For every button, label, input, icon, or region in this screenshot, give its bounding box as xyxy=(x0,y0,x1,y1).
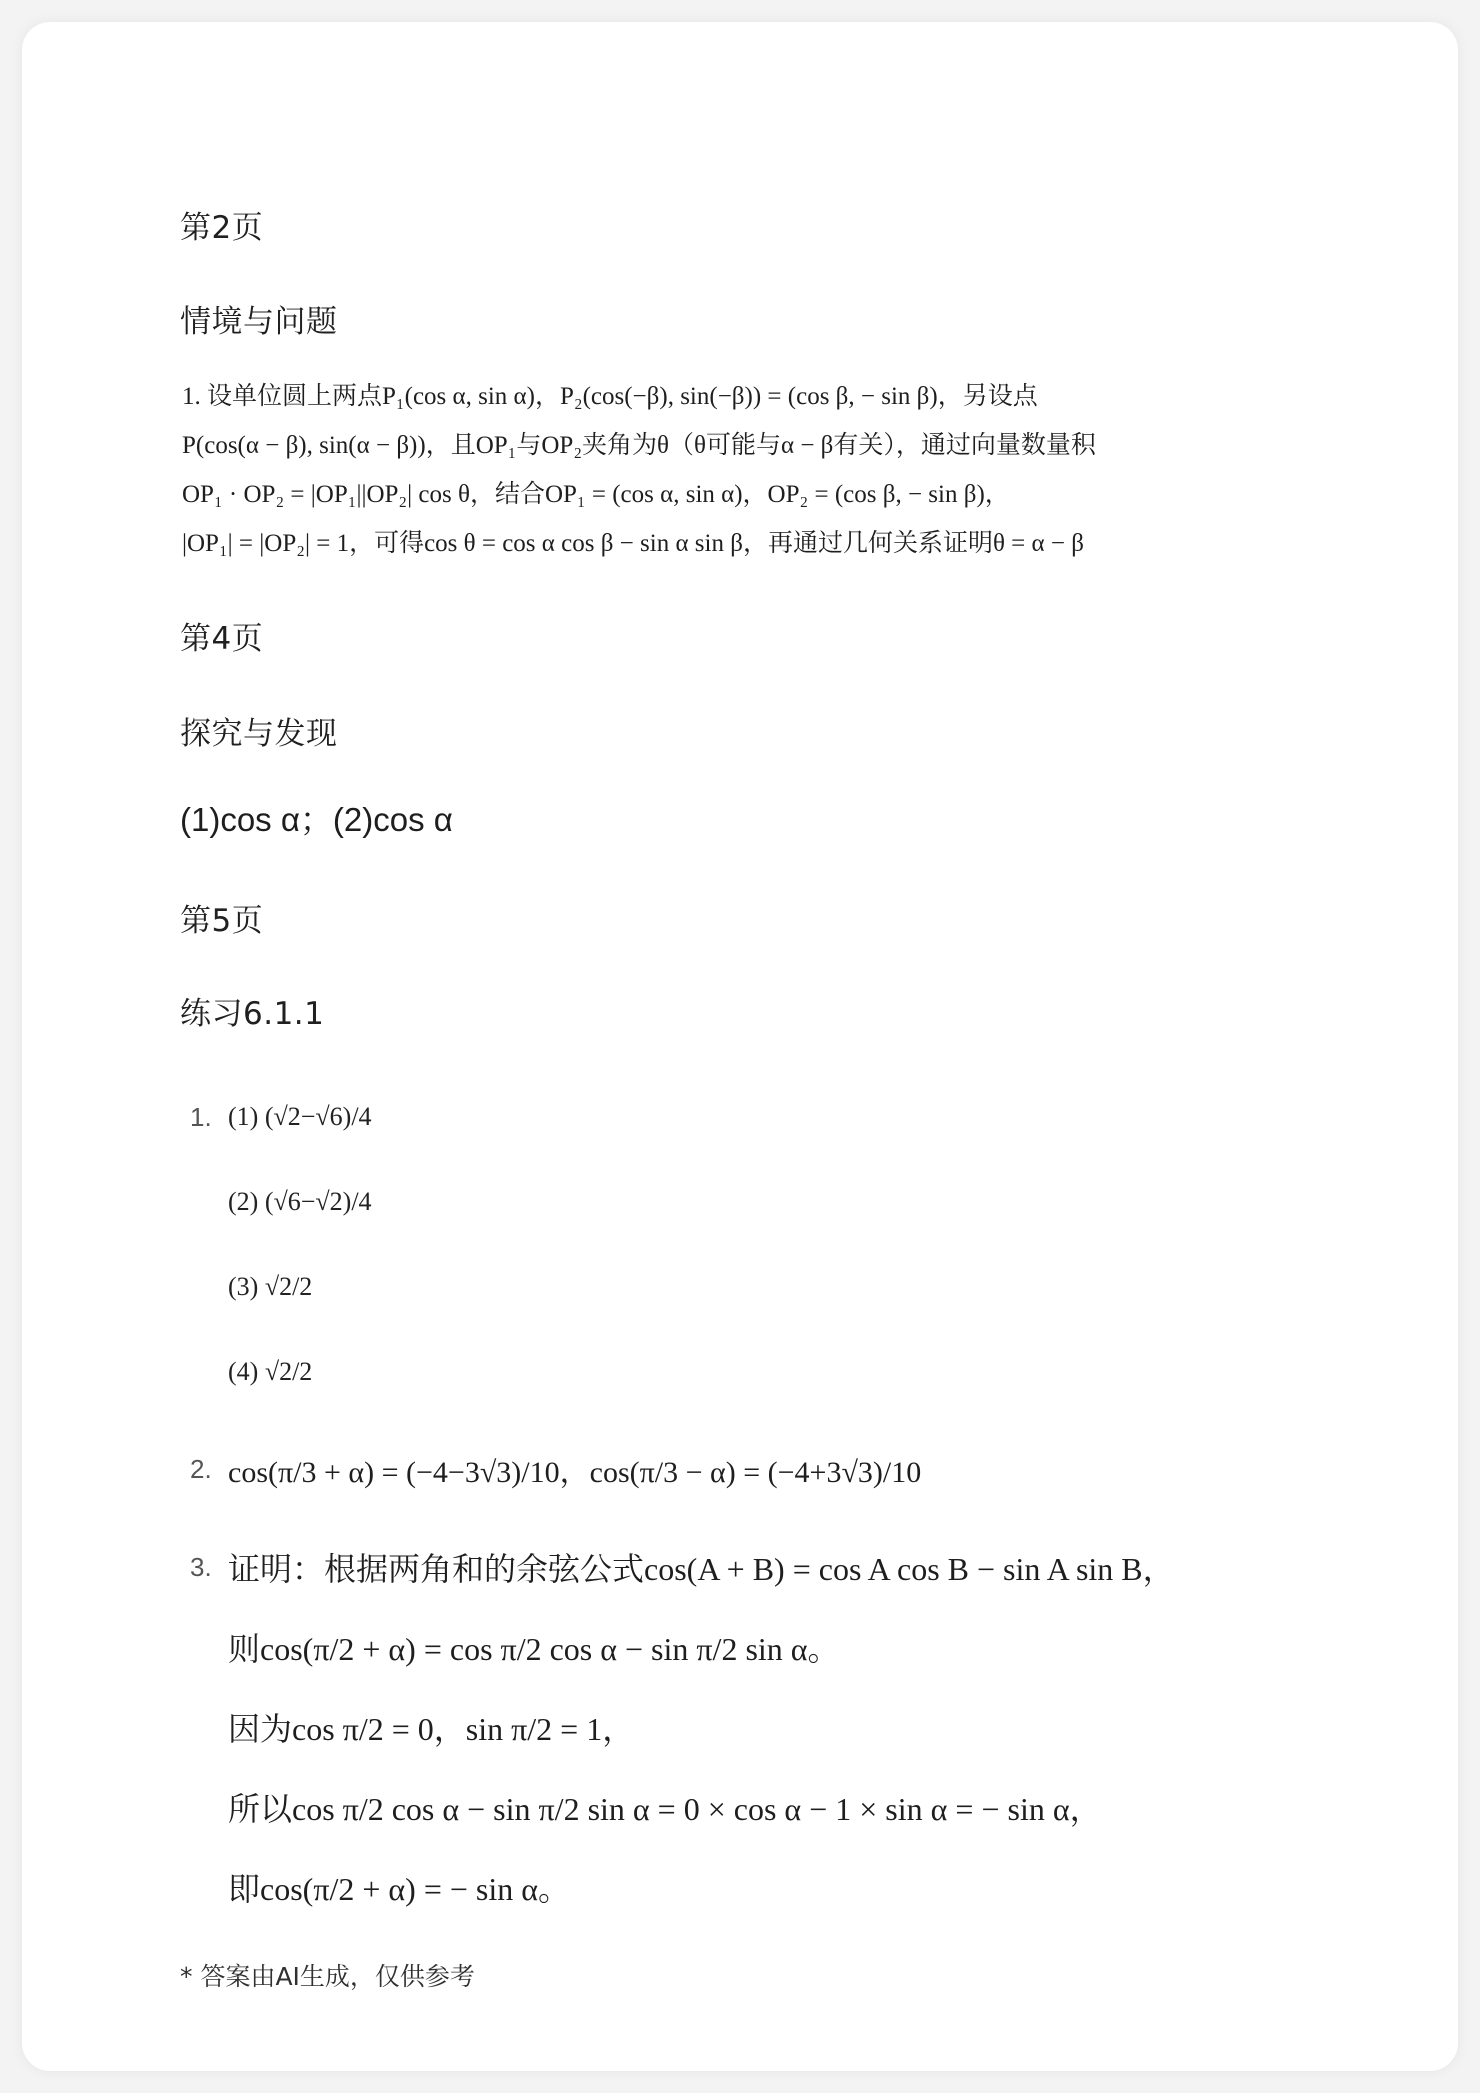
exercise-3-line-3: 因为cos π/2 = 0，sin π/2 = 1， xyxy=(228,1711,635,1747)
exercise-3-number: 3. xyxy=(190,1552,212,1582)
exercise-2-number: 2. xyxy=(190,1454,212,1484)
document-content xyxy=(22,22,1458,2071)
problem-1-line-4: |OP₁| = |OP₂| = 1，可得cos θ = cos α cos β − sin α sin β，再通过几何关系证明θ = α − β xyxy=(182,530,1084,557)
problem-1-line-2: P(cos(α − β), sin(α − β))，且OP₁与OP₂夹角为θ（θ可能与α − β有关），通过向量数量积 xyxy=(182,432,1096,459)
explore-answer: (1)cos α；(2)cos α xyxy=(180,801,453,838)
heading-situation-and-problem: 情境与问题 xyxy=(180,304,338,340)
heading-exercise-6-1-1: 练习6.1.1 xyxy=(180,996,325,1032)
exercise-1-part-1: (1) (√2−√6)/4 xyxy=(228,1102,372,1131)
document-page xyxy=(22,22,1458,2071)
exercise-3-line-4: 所以cos π/2 cos α − sin π/2 sin α = 0 × cos α − 1 × sin α = − sin α， xyxy=(228,1791,1102,1827)
exercise-1-part-3: (3) √2/2 xyxy=(228,1272,313,1301)
heading-page-4: 第4页 xyxy=(180,621,264,657)
exercise-1-part-4: (4) √2/2 xyxy=(228,1357,313,1386)
exercise-3-line-2: 则cos(π/2 + α) = cos π/2 cos α − sin π/2 sin α。 xyxy=(228,1631,840,1667)
heading-explore-and-discover: 探究与发现 xyxy=(180,716,338,752)
heading-page-2: 第2页 xyxy=(180,210,264,246)
exercise-3-line-1: 证明：根据两角和的余弦公式cos(A + B) = cos A cos B − sin A sin B， xyxy=(228,1551,1175,1587)
problem-1-line-1: 1. 设单位圆上两点P₁(cos α, sin α)，P₂(cos(−β), sin(−β)) = (cos β, − sin β)，另设点 xyxy=(182,383,1038,410)
exercise-1-part-2: (2) (√6−√2)/4 xyxy=(228,1187,372,1216)
exercise-2-answer: cos(π/3 + α) = (−4−3√3)/10，cos(π/3 − α) = (−4+3√3)/10 xyxy=(228,1456,922,1489)
exercise-1-number: 1. xyxy=(190,1102,212,1132)
exercise-3-line-5: 即cos(π/2 + α) = − sin α。 xyxy=(228,1871,571,1907)
heading-page-5: 第5页 xyxy=(180,903,264,939)
problem-1-line-3: OP₁ · OP₂ = |OP₁||OP₂| cos θ，结合OP₁ = (cos α, sin α)，OP₂ = (cos β, − sin β)， xyxy=(182,481,1010,508)
ai-disclaimer: * 答案由AI生成，仅供参考 xyxy=(180,1962,475,1991)
